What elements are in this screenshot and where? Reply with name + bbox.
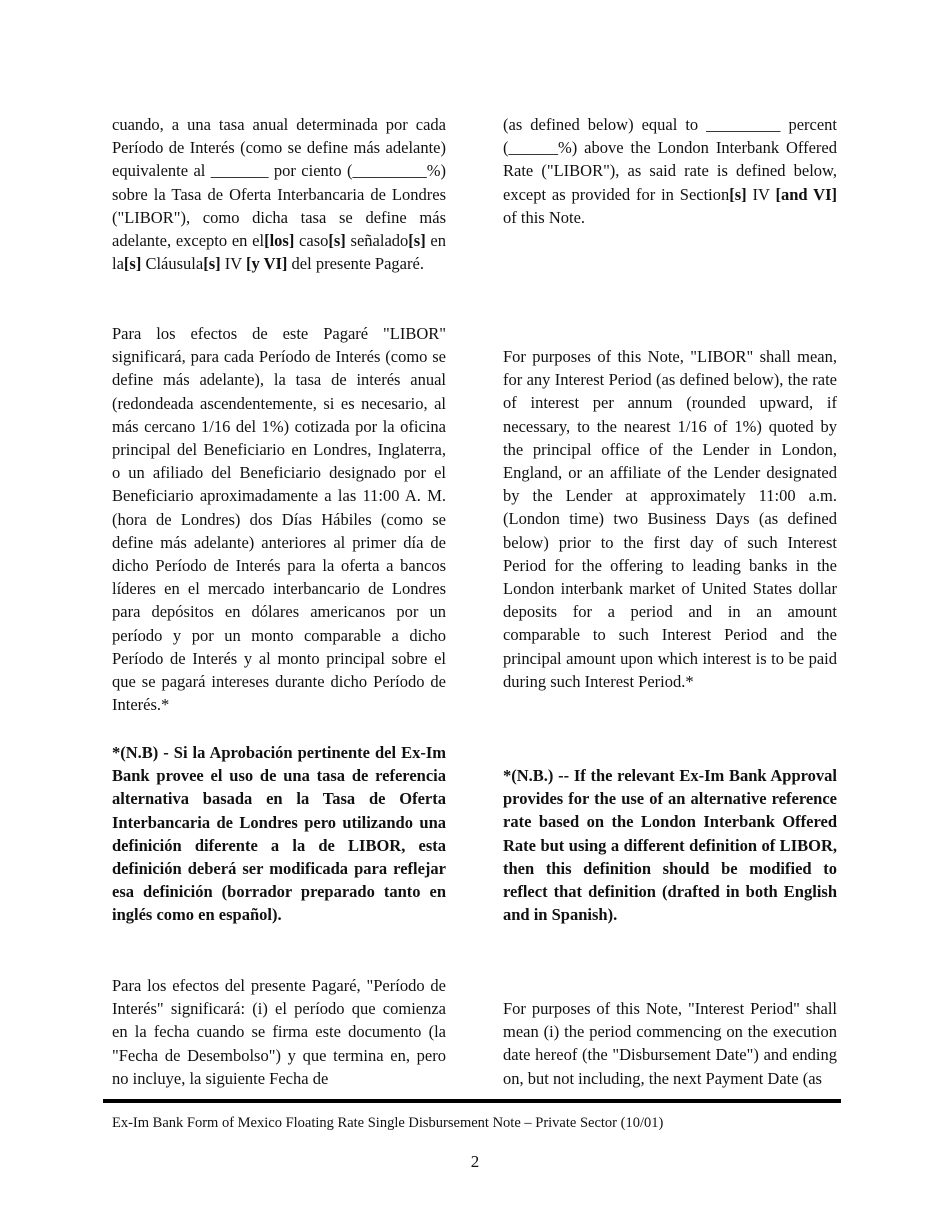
left-p1-text: cuando, a una tasa anual determinada por cada Período de Interés (como se define más adelante) equivalente al _______ por ciento (_________%) sobre la Tasa de Oferta Interbancaria de Londres ("LIBOR"), como dicha tasa se define más adelante, excepto en el — [112, 115, 446, 251]
left-p1-text-5: Cláusula — [141, 254, 204, 274]
left-p1-bracket-2: [s] — [328, 231, 346, 251]
right-paragraph-4: For purposes of this Note, "Interest Period" shall mean (i) the period commencing on the execution date hereof (the "Disbursement Date") and ending on, but not including, the next Payment Date (as — [503, 999, 837, 1088]
right-p1-bracket-1: [s] — [729, 184, 747, 204]
left-p1-text-4: en la — [112, 231, 447, 274]
left-p1-bracket-4: [s] — [123, 254, 142, 274]
right-paragraph-1 — [503, 113, 837, 229]
footer-rule — [103, 1099, 841, 1103]
right-p1-text-2: IV — [746, 184, 776, 204]
right-paragraph-2: For purposes of this Note, "LIBOR" shall mean, for any Interest Period (as defined below), the rate of interest per annum (rounded upward, if necessary, to the nearest 1/16 of 1%) quoted by the principal office of the Lender in London, England, or an affiliate of the Lender designated by the Lender at approximately 11:00 a.m. (London time) two Business Days (as defined below) prior to the first day of such Interest Period for the offering to leading banks in the London interbank market of United States dollar deposits for a period and in an amount comparable to such Interest Period and the principal amount upon which interest is to be paid during such Interest Period.* — [503, 347, 837, 691]
left-paragraph-3: *(N.B) - Si la Aprobación pertinente del Ex-Im Bank provee el uso de una tasa de referencia alternativa basada en la Tasa de Oferta Interbancaria de Londres pero utilizando una definición diferente a la de LIBOR, esta definición deberá ser modificada para reflejar esa definición (borrador preparado tanto en inglés como en español). — [112, 743, 446, 925]
right-paragraph-3: *(N.B.) -- If the relevant Ex-Im Bank Approval provides for the use of an alternative reference rate based on the London Interbank Offered Rate but using a different definition of LIBOR, then this definition should be modified to reflect that definition (drafted in both English and in Spanish). — [503, 766, 837, 925]
left-paragraph-1 — [112, 113, 446, 275]
left-p1-text-6: IV — [220, 254, 247, 274]
left-p1-bracket-6: [y VI] — [246, 254, 288, 274]
left-paragraph-2: Para los efectos de este Pagaré "LIBOR" significará, para cada Período de Interés (como se define más adelante), la tasa de interés anual (redondeada ascendentemente, si es necesario, al más cercano 1/16 del 1%) cotizada por la oficina principal del Beneficiario en Londres, Inglaterra, o un afiliado del Beneficiario designado por el Beneficiario aproximadamente a las 11:00 A. M. (hora de Londres) dos Días Hábiles (como se define más adelante) anteriores al primer día de dicho Período de Interés para la oferta a bancos líderes en el mercado interbancario de Londres para depósitos en dólares americanos por un período y por un monto comparable a dicho Período de Interés y al monto principal sobre el que se pagará intereses durante dicho Período de Interés.* — [112, 324, 446, 715]
left-p1-bracket-1: [los] — [264, 231, 295, 251]
page-number: 2 — [470, 1152, 480, 1171]
left-p1-text-3: señalado — [345, 231, 409, 251]
right-p1-text-3: of this Note. — [503, 207, 586, 227]
right-p1-text: (as defined below) equal to _________ percent (______%) above the London Interbank Offered Rate ("LIBOR"), as said rate is defined below, except as provided for in Section — [503, 115, 837, 204]
left-p1-text-2: caso — [294, 231, 329, 251]
left-p1-text-7: del presente Pagaré. — [287, 254, 424, 274]
left-p1-bracket-5: [s] — [203, 254, 221, 274]
footer-text: Ex-Im Bank Form of Mexico Floating Rate Single Disbursement Note – Private Sector (10/01) — [112, 1115, 664, 1131]
right-p1-bracket-2: [and VI] — [775, 184, 837, 204]
left-p1-bracket-3: [s] — [408, 231, 426, 251]
left-paragraph-4: Para los efectos del presente Pagaré, "Período de Interés" significará: (i) el período que comienza en la fecha cuando se firma este documento (la "Fecha de Desembolso") y que termina en, pero no incluye, la siguiente Fecha de — [112, 976, 446, 1088]
